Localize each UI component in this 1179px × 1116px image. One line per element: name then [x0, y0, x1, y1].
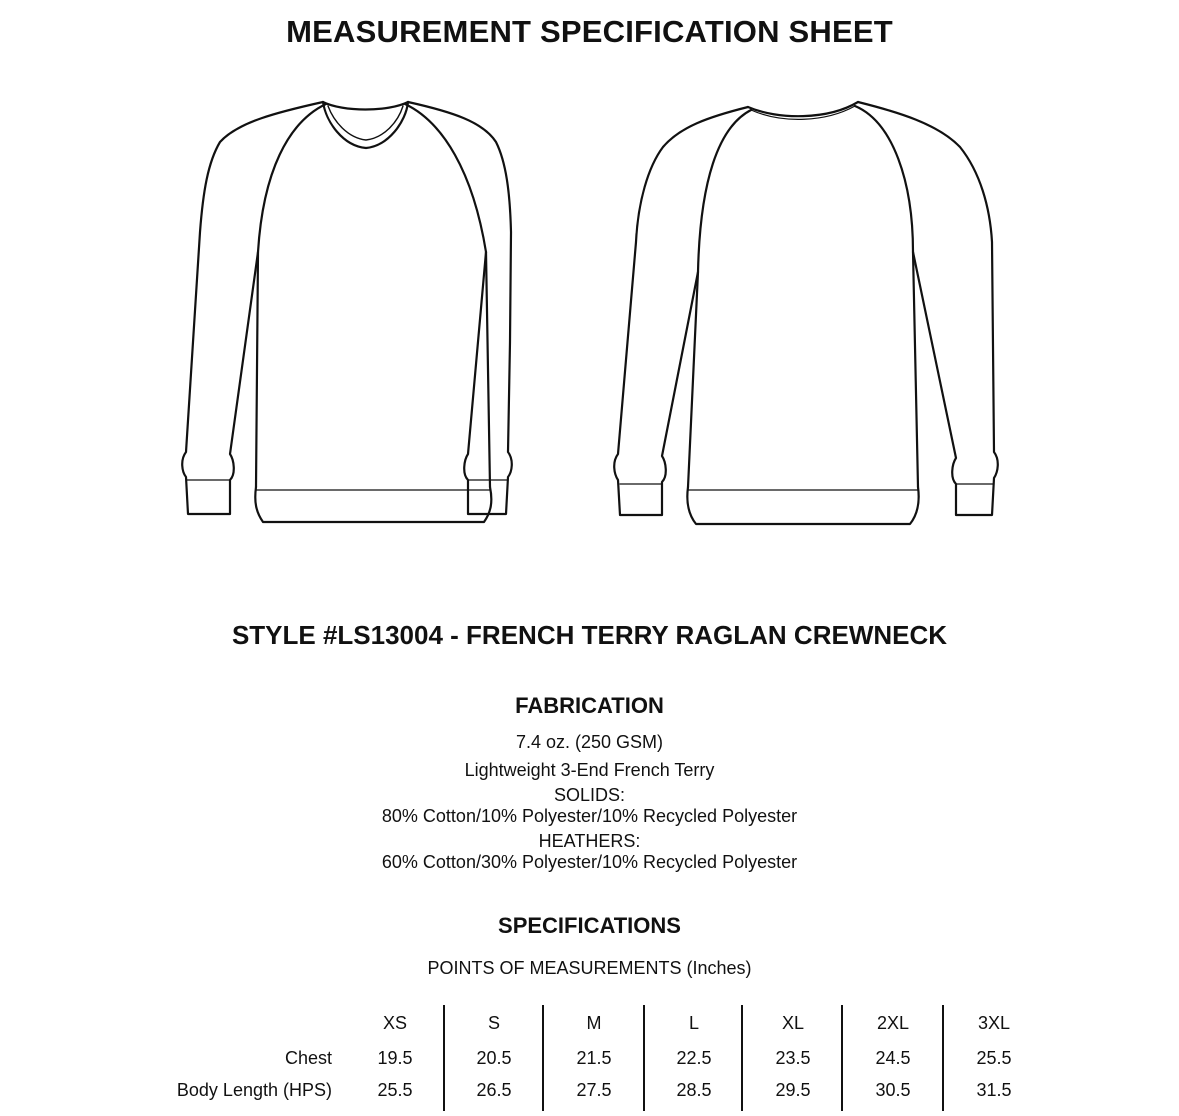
size-header-xs: XS: [382, 1013, 407, 1033]
page-title: MEASUREMENT SPECIFICATION SHEET: [286, 14, 893, 49]
size-header-l: L: [688, 1013, 699, 1033]
fabrication-heathers-blend: 60% Cotton/30% Polyester/10% Recycled Polyester: [381, 852, 798, 872]
size-header-s: S: [487, 1013, 500, 1033]
chest-2xl: 24.5: [875, 1048, 911, 1068]
chest-3xl: 25.5: [976, 1048, 1012, 1068]
size-header-2xl: 2XL: [876, 1013, 910, 1033]
chest-m: 21.5: [576, 1048, 612, 1068]
fabrication-heading: FABRICATION: [515, 693, 664, 718]
size-header-m: M: [586, 1013, 602, 1033]
chest-xs: 19.5: [377, 1048, 413, 1068]
size-header-xl: XL: [781, 1013, 805, 1033]
body-length-3xl: 31.5: [976, 1080, 1012, 1100]
body-length-l: 28.5: [676, 1080, 712, 1100]
body-length-s: 26.5: [476, 1080, 512, 1100]
style-title: STYLE #LS13004 - FRENCH TERRY RAGLAN CREWNECK: [231, 620, 948, 650]
fabrication-solids-blend: 80% Cotton/10% Polyester/10% Recycled Polyester: [381, 806, 798, 826]
body-length-xs: 25.5: [377, 1080, 413, 1100]
sweatshirt-front-drawing: [168, 92, 513, 532]
fabrication-weight: 7.4 oz. (250 GSM): [515, 732, 664, 752]
points-of-measurement-label: POINTS OF MEASUREMENTS (Inches): [427, 958, 752, 978]
chest-l: 22.5: [676, 1048, 712, 1068]
fabrication-heathers-label: HEATHERS:: [538, 831, 641, 851]
fabrication-solids-label: SOLIDS:: [553, 785, 626, 805]
body-length-m: 27.5: [576, 1080, 612, 1100]
body-length-xl: 29.5: [775, 1080, 811, 1100]
row-label-body-length: Body Length (HPS): [176, 1080, 332, 1100]
body-length-2xl: 30.5: [875, 1080, 911, 1100]
sweatshirt-back-icon: [608, 92, 1003, 532]
specifications-heading: SPECIFICATIONS: [498, 913, 681, 938]
chest-s: 20.5: [476, 1048, 512, 1068]
row-label-chest: Chest: [284, 1048, 332, 1068]
fabrication-type: Lightweight 3-End French Terry: [464, 760, 715, 780]
chest-xl: 23.5: [775, 1048, 811, 1068]
size-header-3xl: 3XL: [977, 1013, 1011, 1033]
